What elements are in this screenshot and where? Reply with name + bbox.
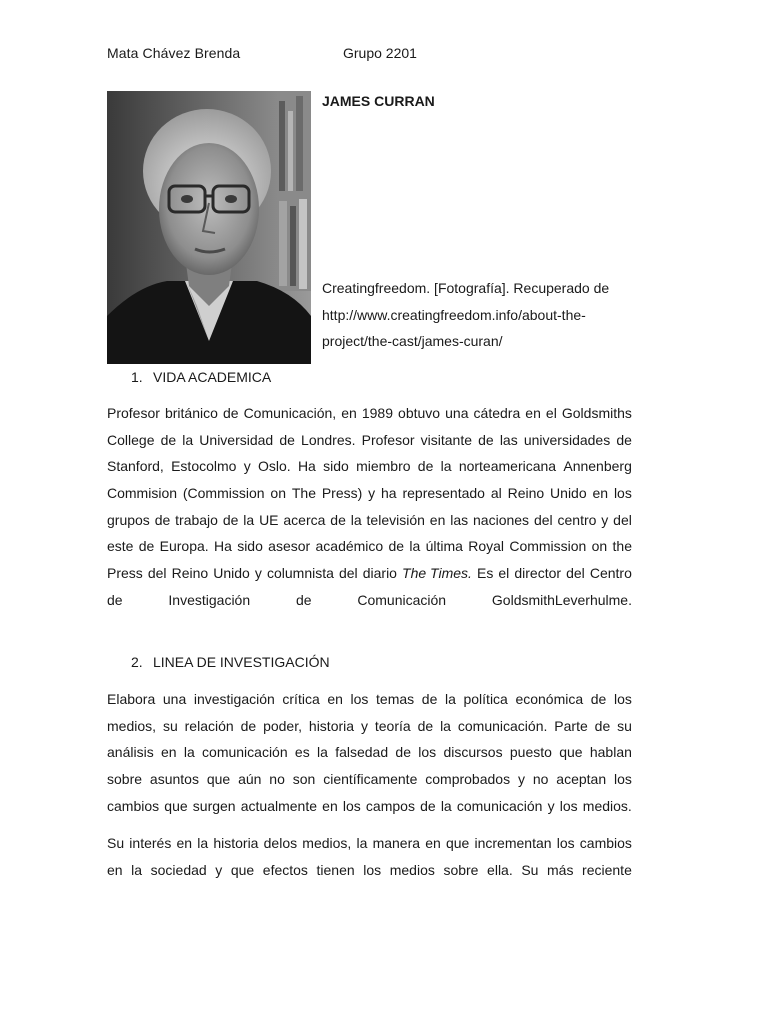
word: campos: [365, 797, 415, 814]
word: las: [450, 511, 469, 528]
caption-line: Creatingfreedom. [Fotografía]. Recuperado de: [322, 280, 610, 296]
word: investigación: [193, 691, 275, 707]
section-number: 2.: [131, 654, 143, 670]
word: son: [292, 771, 316, 788]
word: de: [160, 431, 177, 448]
word: Europa.: [159, 538, 209, 555]
word: falsedad: [335, 744, 389, 761]
word: Profesor: [107, 405, 160, 421]
text-line: [107, 686, 632, 713]
word: ella.: [487, 861, 513, 878]
word: académico: [315, 538, 384, 555]
word: del: [533, 511, 553, 528]
word: cambios: [107, 797, 160, 814]
word: relación: [184, 717, 234, 734]
word: cátedra: [473, 405, 521, 421]
word: grupos: [107, 511, 150, 528]
word: y: [254, 565, 262, 582]
word: comunicación: [456, 797, 543, 814]
word: Investigación: [168, 591, 251, 608]
word: efectos: [262, 861, 308, 878]
word: (Commission: [182, 485, 265, 502]
caption-url-line: project/the-cast/james-curan/: [322, 333, 503, 349]
word: una: [162, 691, 187, 707]
word: Comunicación,: [243, 405, 337, 421]
word: GoldsmithLeverhulme.: [491, 591, 632, 608]
word: científicamente: [323, 771, 418, 788]
word: Stanford,: [107, 458, 164, 475]
word: comprobados: [425, 771, 511, 788]
word: the: [612, 538, 632, 555]
word: los: [363, 861, 382, 878]
word: la: [440, 458, 452, 475]
photo-caption: [322, 275, 652, 355]
text-line: [107, 427, 632, 454]
word: no: [269, 771, 285, 788]
word: de: [594, 717, 611, 734]
word: ha: [381, 485, 397, 502]
word: Su: [107, 835, 125, 851]
word: y: [215, 861, 223, 878]
word: de: [417, 717, 434, 734]
word: diario: [362, 565, 397, 582]
word: en: [525, 405, 541, 421]
word: y: [601, 511, 609, 528]
word: de: [279, 431, 295, 448]
word: de: [421, 691, 438, 707]
word: en: [592, 485, 609, 502]
word: Reino: [507, 485, 545, 502]
word: de: [388, 538, 405, 555]
portrait-photo: [107, 91, 311, 364]
word: una: [445, 405, 469, 421]
word: de: [138, 538, 155, 555]
word: on: [591, 538, 608, 555]
word: Unido: [550, 485, 587, 502]
text-line: [107, 400, 632, 427]
word: visitante: [420, 431, 473, 448]
word: en: [160, 744, 177, 761]
page-title: JAMES CURRAN: [322, 93, 435, 109]
word: y: [368, 485, 376, 502]
text-line: [107, 507, 632, 534]
word: historia: [308, 717, 355, 734]
word: actualmente: [240, 797, 318, 814]
caption-url-line: http://www.creatingfreedom.info/about-the-: [322, 306, 586, 323]
word: medios,: [302, 835, 352, 851]
word: de: [154, 511, 171, 528]
word: en: [341, 405, 357, 421]
word: trabajo: [175, 511, 218, 528]
word: representado: [402, 485, 485, 502]
word: su: [162, 717, 178, 734]
text-line: [107, 480, 632, 507]
word: el: [545, 405, 557, 421]
word: temas: [376, 691, 415, 707]
word: Comunicación: [357, 591, 447, 608]
author-name: Mata Chávez Brenda: [107, 45, 241, 61]
word: acerca: [283, 511, 326, 528]
word: delos: [263, 835, 298, 851]
word: las: [499, 431, 518, 448]
word: medios.: [582, 797, 632, 814]
word: Ha: [297, 458, 316, 475]
word: The Times.: [402, 565, 472, 582]
word: de: [616, 431, 632, 448]
word: de: [107, 591, 123, 608]
word: asesor: [268, 538, 311, 555]
word: hablan: [589, 744, 632, 761]
word: británico: [164, 405, 218, 421]
section-heading-vida-academica: [131, 369, 271, 385]
word: los: [342, 797, 361, 814]
word: incrementan: [474, 835, 552, 851]
word: la: [444, 691, 456, 707]
word: la: [350, 511, 362, 528]
word: puesto: [509, 744, 552, 761]
word: The: [291, 485, 316, 502]
word: la: [356, 835, 368, 851]
text-line: [107, 560, 632, 587]
word: Oslo.: [257, 458, 291, 475]
word: que: [164, 797, 188, 814]
word: Estocolmo: [171, 458, 237, 475]
text-line: [107, 587, 632, 614]
paragraph-linea-investigacion: [107, 686, 632, 819]
word: que: [559, 744, 583, 761]
text-line: [107, 453, 632, 480]
word: Ha: [213, 538, 232, 555]
word: la: [440, 717, 451, 734]
word: en: [327, 691, 343, 707]
word: los: [613, 485, 632, 502]
word: sobre: [107, 771, 143, 788]
word: surgen: [192, 797, 236, 814]
word: Annenberg: [563, 458, 632, 475]
word: análisis: [107, 744, 154, 761]
paragraph-vida-academica: [107, 400, 632, 614]
word: y: [547, 797, 555, 814]
word: más: [547, 861, 574, 878]
paragraph-interes-historia: [107, 830, 632, 883]
word: los: [559, 797, 578, 814]
word: columnista: [266, 565, 334, 582]
word: no: [532, 771, 549, 788]
word: los: [613, 691, 632, 707]
section-title: VIDA ACADEMICA: [153, 369, 272, 385]
word: medios: [389, 861, 435, 878]
word: Royal: [468, 538, 505, 555]
word: 1989: [361, 405, 393, 421]
text-line: [107, 713, 632, 740]
word: los: [418, 744, 437, 761]
word: director: [514, 565, 562, 582]
text-line: [107, 739, 632, 766]
word: Commission: [509, 538, 587, 555]
word: UE: [259, 511, 279, 528]
word: los: [350, 691, 369, 707]
word: última: [425, 538, 463, 555]
word: reciente: [582, 861, 632, 878]
word: discursos: [443, 744, 503, 761]
word: en: [176, 835, 193, 851]
word: Commision: [107, 485, 178, 502]
word: los: [613, 771, 632, 788]
word: este: [107, 538, 134, 555]
word: teoría: [374, 717, 411, 734]
word: Elabora: [107, 691, 156, 707]
word: que: [230, 861, 255, 878]
word: medios,: [107, 717, 157, 734]
word: comunicación.: [457, 717, 548, 734]
word: sociedad: [150, 861, 207, 878]
word: Su: [521, 861, 539, 878]
word: la: [440, 797, 452, 814]
word: cambios: [579, 835, 632, 851]
word: Parte: [554, 717, 588, 734]
word: la: [131, 861, 143, 878]
word: tienen: [316, 861, 355, 878]
word: Profesor: [361, 431, 415, 448]
word: obtuvo: [398, 405, 441, 421]
word: Es: [476, 565, 494, 582]
word: manera: [372, 835, 421, 851]
word: del: [566, 565, 585, 582]
section-title: LINEA DE INVESTIGACIÓN: [153, 654, 330, 670]
section-number: 1.: [131, 369, 143, 385]
word: asuntos: [149, 771, 199, 788]
word: su: [617, 717, 632, 734]
word: en: [429, 511, 446, 528]
word: de: [240, 717, 257, 734]
word: televisión: [366, 511, 425, 528]
word: norteamericana: [458, 458, 557, 475]
word: los: [556, 835, 575, 851]
word: en: [322, 797, 338, 814]
word: sido: [323, 458, 349, 475]
word: de: [395, 744, 411, 761]
word: interés: [129, 835, 172, 851]
word: Goldsmiths: [561, 405, 632, 421]
word: el: [498, 565, 510, 582]
word: que: [206, 771, 231, 788]
word: en: [107, 861, 123, 878]
word: Unido: [213, 565, 250, 582]
word: de: [590, 691, 607, 707]
word: de: [222, 511, 239, 528]
word: College: [107, 431, 155, 448]
text-line: [107, 766, 632, 793]
word: en: [425, 835, 441, 851]
word: crítica: [282, 691, 320, 707]
word: del: [338, 565, 358, 582]
word: la: [197, 835, 209, 851]
text-line: [107, 793, 632, 820]
text-line: [107, 830, 632, 857]
word: Press: [107, 565, 143, 582]
word: aún: [238, 771, 262, 788]
word: la: [182, 431, 194, 448]
word: de: [420, 797, 436, 814]
word: la: [409, 538, 421, 555]
word: de: [222, 405, 239, 421]
word: la: [317, 744, 328, 761]
word: económica: [515, 691, 584, 707]
word: comunicación: [202, 744, 288, 761]
text-line: [107, 533, 632, 560]
word: del: [147, 565, 167, 582]
word: miembro: [356, 458, 411, 475]
word: Londres.: [301, 431, 356, 448]
word: Reino: [171, 565, 209, 582]
word: universidades: [523, 431, 611, 448]
word: del: [613, 511, 632, 528]
word: política: [463, 691, 508, 707]
text-line: [107, 857, 632, 884]
section-heading-linea-investigacion: [131, 654, 330, 670]
word: on: [270, 485, 286, 502]
word: y: [360, 717, 368, 734]
word: aceptan: [556, 771, 607, 788]
word: y: [517, 771, 525, 788]
word: sobre: [443, 861, 479, 878]
word: al: [490, 485, 502, 502]
word: es: [294, 744, 310, 761]
word: naciones: [473, 511, 530, 528]
word: centro: [557, 511, 597, 528]
word: de: [330, 511, 346, 528]
word: sido: [237, 538, 263, 555]
word: Press): [321, 485, 363, 502]
word: de: [295, 591, 312, 608]
word: la: [243, 511, 255, 528]
word: de: [417, 458, 434, 475]
word: y: [243, 458, 251, 475]
word: de: [478, 431, 494, 448]
word: que: [445, 835, 470, 851]
word: la: [183, 744, 195, 761]
word: poder,: [263, 717, 302, 734]
word: Universidad: [199, 431, 274, 448]
word: historia: [213, 835, 259, 851]
group-label: Grupo 2201: [343, 45, 417, 61]
word: Centro: [589, 565, 632, 582]
